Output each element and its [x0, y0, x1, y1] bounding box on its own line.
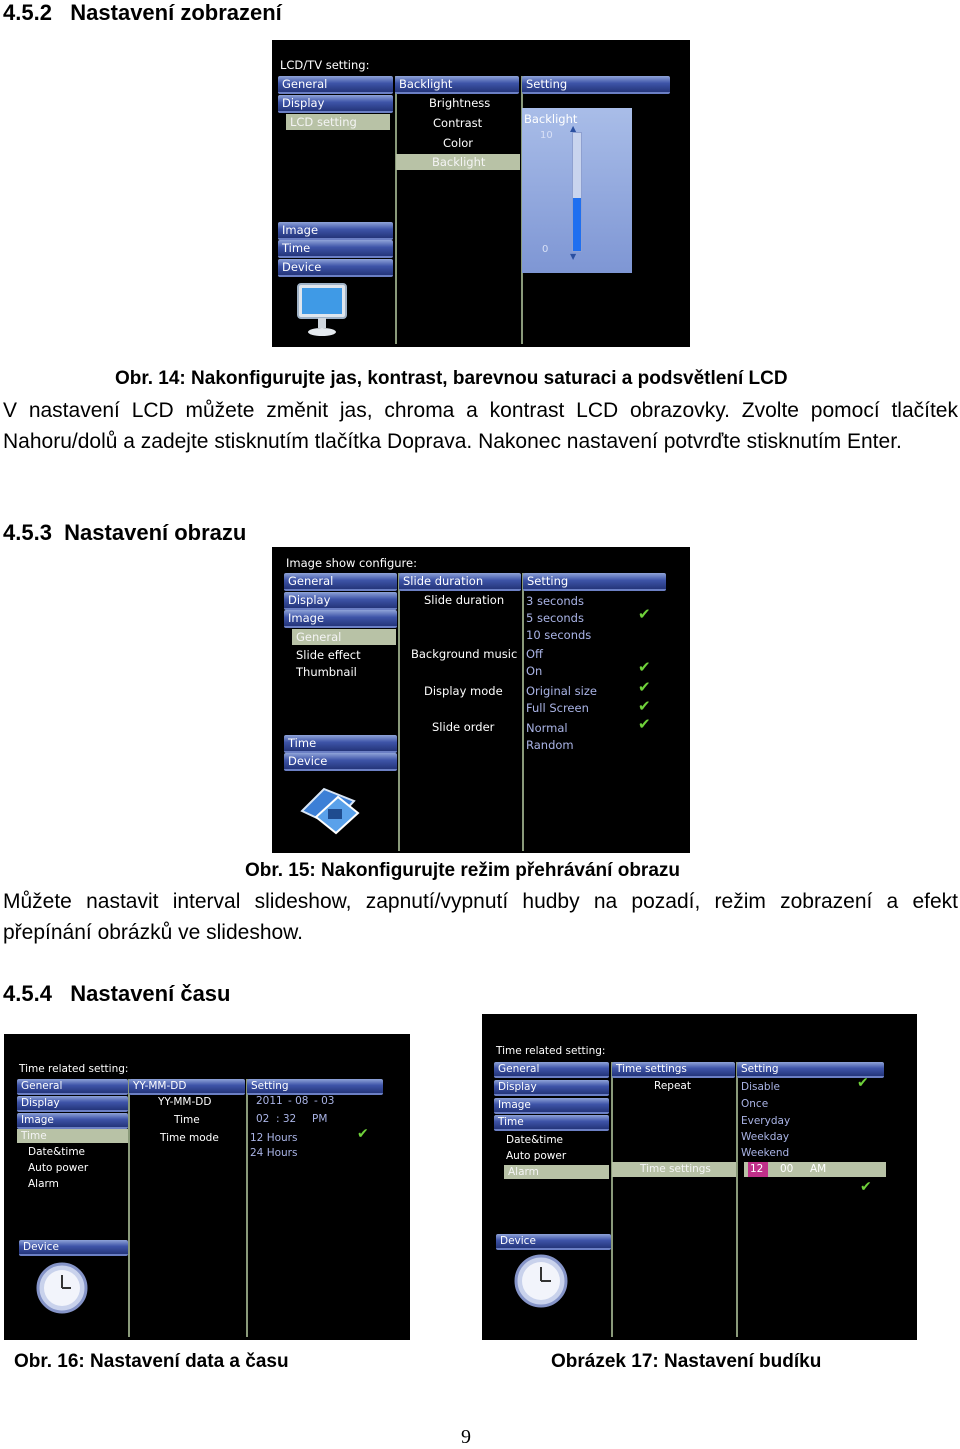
option-12-hours[interactable]: 12 Hours: [250, 1132, 298, 1144]
check-icon: ✔: [357, 1126, 369, 1142]
date-day[interactable]: - 03: [314, 1095, 335, 1107]
menu-item-display[interactable]: Display: [17, 1096, 128, 1112]
time-minute[interactable]: : 32: [276, 1113, 297, 1125]
col3-header: Setting: [247, 1079, 383, 1095]
section-heading-452: [3, 0, 282, 26]
option-original-size[interactable]: Original size: [526, 684, 597, 698]
alarm-minute[interactable]: 00: [780, 1163, 794, 1175]
paragraph-lcd: V nastavení LCD můžete změnit jas, chroma a kontrast LCD obrazovky. Zvolte pomocí tlačítek Nahoru/dolů a zadejte stisknutím tlačítka Doprava. Nakonec nastavení potvrďte stisknutím Enter.: [3, 399, 958, 453]
menu-item-device[interactable]: Device: [284, 753, 397, 771]
slider-min: 0: [542, 244, 549, 255]
option-5-seconds[interactable]: 5 seconds: [526, 611, 584, 625]
screen-title: LCD/TV setting:: [280, 58, 370, 72]
menu-item-general[interactable]: General: [17, 1079, 128, 1095]
item-background-music[interactable]: Background music: [411, 647, 518, 661]
column-divider: [522, 573, 524, 851]
menu-item-general[interactable]: General: [278, 76, 393, 94]
figure-15-caption: Obr. 15: Nakonfigurujte režim přehrávání obrazu: [245, 860, 680, 881]
column-divider: [246, 1079, 248, 1337]
item-display-mode[interactable]: Display mode: [424, 684, 503, 698]
section-number: 4.5.4: [3, 981, 52, 1006]
option-normal[interactable]: Normal: [526, 721, 568, 735]
slider-fill: [573, 198, 581, 251]
submenu-alarm[interactable]: Alarm: [28, 1178, 59, 1190]
menu-item-general[interactable]: General: [494, 1062, 609, 1078]
check-icon: ✔: [638, 715, 651, 733]
monitor-icon: [296, 282, 348, 338]
submenu-date-time[interactable]: Date&time: [506, 1134, 564, 1146]
submenu-slide-effect[interactable]: Slide effect: [296, 648, 361, 662]
item-time-settings-selected[interactable]: Time settings: [612, 1162, 736, 1177]
figure-17-caption: Obrázek 17: Nastavení budíku: [551, 1351, 822, 1372]
section-title: Nastavení zobrazení: [70, 0, 282, 25]
item-time[interactable]: Time: [174, 1114, 200, 1126]
option-24-hours[interactable]: 24 Hours: [250, 1147, 298, 1159]
column-divider: [395, 76, 397, 344]
date-year[interactable]: 2011: [256, 1095, 283, 1107]
item-backlight-selected[interactable]: Backlight: [396, 154, 520, 170]
screen-title: Time related setting:: [496, 1045, 606, 1057]
submenu-auto-power[interactable]: Auto power: [28, 1162, 89, 1174]
menu-item-general[interactable]: General: [284, 573, 397, 591]
menu-item-device[interactable]: Device: [496, 1234, 611, 1250]
menu-item-image[interactable]: Image: [494, 1098, 609, 1114]
slider-max: 10: [540, 130, 553, 141]
option-on[interactable]: On: [526, 664, 543, 678]
time-hour[interactable]: 02: [256, 1113, 270, 1125]
menu-item-image[interactable]: Image: [284, 610, 397, 628]
check-icon: ✔: [638, 697, 651, 715]
menu-item-time[interactable]: Time: [284, 735, 397, 753]
submenu-date-time[interactable]: Date&time: [28, 1146, 86, 1158]
alarm-hour[interactable]: 12: [750, 1163, 764, 1175]
col2-header: YY-MM-DD: [129, 1079, 245, 1095]
figure-14-screenshot: [272, 40, 690, 347]
item-color[interactable]: Color: [443, 136, 474, 150]
col2-header: Time settings: [612, 1062, 735, 1078]
arrow-up-icon: ▲: [570, 124, 577, 133]
menu-item-device[interactable]: Device: [19, 1240, 128, 1256]
paragraph-slideshow: Můžete nastavit interval slideshow, zapnutí/vypnutí hudby na pozadí, režim zobrazení a efekt přepínání obrázků ve slideshow.: [3, 890, 958, 944]
menu-item-display[interactable]: Display: [494, 1080, 609, 1096]
arrow-down-icon: ▼: [570, 252, 577, 261]
col3-header: Setting: [523, 573, 666, 591]
figure-16-caption: Obr. 16: Nastavení data a času: [14, 1351, 289, 1372]
item-contrast[interactable]: Contrast: [433, 116, 483, 130]
check-icon: ✔: [638, 658, 651, 676]
clock-icon: [36, 1262, 88, 1314]
submenu-alarm-selected[interactable]: Alarm: [504, 1165, 609, 1179]
clock-icon: [514, 1254, 568, 1308]
submenu-lcd-setting[interactable]: LCD setting: [286, 114, 390, 130]
item-brightness[interactable]: Brightness: [429, 96, 491, 110]
column-divider: [736, 1062, 738, 1337]
check-icon: ✔: [857, 1075, 869, 1091]
column-divider: [128, 1079, 130, 1337]
option-weekend[interactable]: Weekend: [741, 1147, 790, 1159]
column-divider: [398, 573, 400, 851]
date-month[interactable]: - 08: [288, 1095, 309, 1107]
section-title: Nastavení obrazu: [64, 520, 247, 545]
submenu-general-selected[interactable]: General: [292, 629, 396, 645]
column-divider: [611, 1062, 613, 1337]
item-date-format[interactable]: YY-MM-DD: [158, 1096, 212, 1108]
check-icon: ✔: [638, 678, 651, 696]
photos-icon: [298, 783, 360, 837]
menu-item-display[interactable]: Display: [284, 592, 397, 610]
section-title: Nastavení času: [70, 981, 231, 1006]
alarm-ampm[interactable]: AM: [810, 1163, 827, 1175]
backlight-slider[interactable]: [572, 132, 582, 252]
col2-header: Backlight: [395, 76, 519, 94]
menu-item-device[interactable]: Device: [278, 259, 393, 277]
page-number: 9: [461, 1426, 471, 1448]
col2-header: Slide duration: [399, 573, 521, 591]
screen-title: Image show configure:: [286, 556, 417, 570]
section-heading-453: [3, 520, 246, 546]
item-slide-duration[interactable]: Slide duration: [424, 593, 505, 607]
option-10-seconds[interactable]: 10 seconds: [526, 628, 592, 642]
menu-item-image[interactable]: Image: [278, 222, 393, 240]
slider-label: Backlight: [524, 112, 578, 126]
figure-17-screenshot: [482, 1014, 917, 1340]
menu-item-image[interactable]: Image: [17, 1113, 128, 1129]
option-everyday[interactable]: Everyday: [741, 1115, 791, 1127]
check-icon: ✔: [638, 605, 651, 623]
section-number: 4.5.2: [3, 0, 52, 25]
item-repeat[interactable]: Repeat: [654, 1080, 691, 1092]
section-heading-454: [3, 981, 230, 1007]
option-once[interactable]: Once: [741, 1098, 769, 1110]
section-number: 4.5.3: [3, 520, 52, 545]
menu-item-time[interactable]: Time: [278, 240, 393, 258]
option-full-screen[interactable]: Full Screen: [526, 701, 589, 715]
col3-header: Setting: [522, 76, 670, 94]
figure-16-screenshot: [4, 1034, 410, 1340]
menu-item-time-selected[interactable]: Time: [17, 1129, 128, 1143]
option-disable[interactable]: Disable: [741, 1081, 780, 1093]
option-weekday[interactable]: Weekday: [741, 1131, 790, 1143]
option-random[interactable]: Random: [526, 738, 574, 752]
item-slide-order[interactable]: Slide order: [432, 720, 495, 734]
time-ampm[interactable]: PM: [312, 1113, 328, 1125]
figure-15-screenshot: [272, 547, 690, 853]
option-off[interactable]: Off: [526, 647, 543, 661]
submenu-thumbnail[interactable]: Thumbnail: [296, 665, 357, 679]
option-3-seconds[interactable]: 3 seconds: [526, 594, 584, 608]
menu-item-time[interactable]: Time: [494, 1115, 609, 1131]
item-time-mode[interactable]: Time mode: [160, 1132, 219, 1144]
submenu-auto-power[interactable]: Auto power: [506, 1150, 567, 1162]
col3-header: Setting: [737, 1062, 884, 1078]
check-icon: ✔: [860, 1179, 872, 1195]
menu-item-display[interactable]: Display: [278, 95, 393, 113]
screen-title: Time related setting:: [19, 1063, 129, 1075]
figure-14-caption: Obr. 14: Nakonfigurujte jas, kontrast, barevnou saturaci a podsvětlení LCD: [115, 368, 788, 389]
